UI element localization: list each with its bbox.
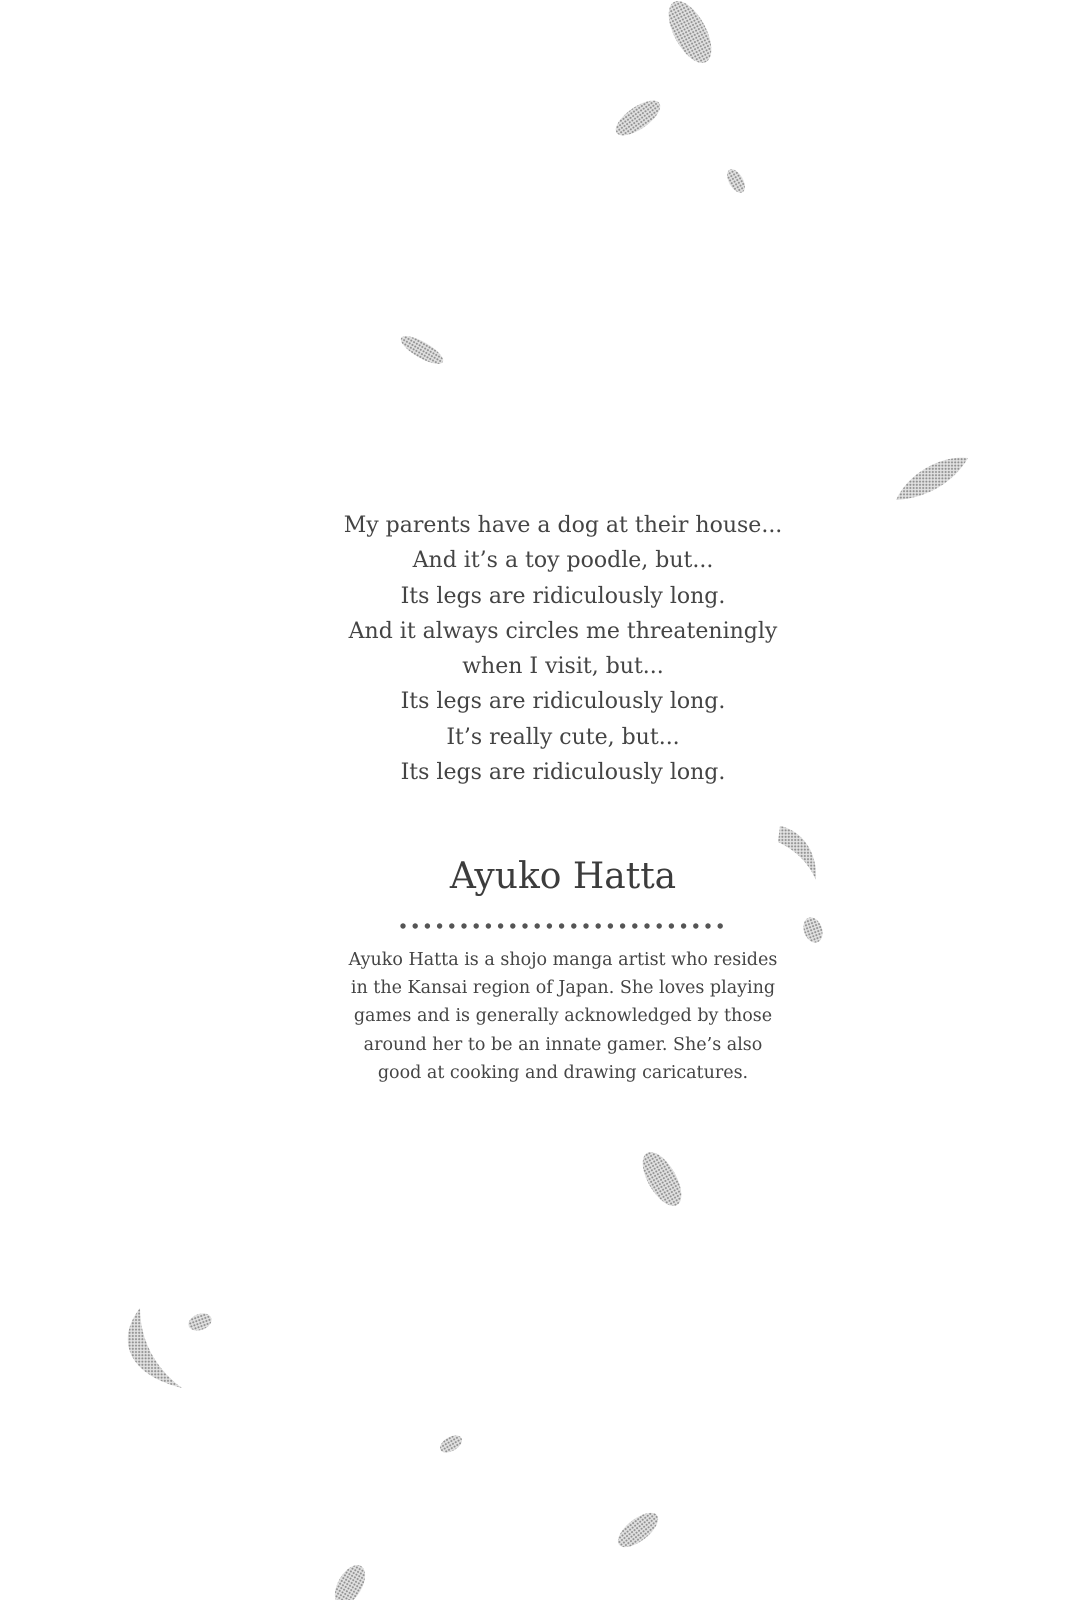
divider-dot <box>547 923 552 928</box>
divider-dot <box>669 923 674 928</box>
falling-petal-icon <box>635 1146 689 1212</box>
divider-dot <box>632 923 637 928</box>
note-line: Its legs are ridiculously long. <box>400 583 726 609</box>
falling-petal-icon <box>896 458 968 500</box>
divider-dot <box>535 923 540 928</box>
divider-dot <box>474 923 479 928</box>
falling-petal-icon <box>397 331 447 369</box>
bio-line: Ayuko Hatta is a shojo manga artist who resides <box>348 950 778 970</box>
divider-dot <box>486 923 491 928</box>
divider-dot <box>718 923 723 928</box>
note-line: And it always circles me threateningly <box>348 618 778 644</box>
divider-dot <box>681 923 686 928</box>
divider-dot <box>608 923 613 928</box>
falling-petal-icon <box>329 1560 372 1600</box>
falling-petal-icon <box>660 0 720 70</box>
divider-dot <box>657 923 662 928</box>
divider-dot <box>583 923 588 928</box>
divider-dot <box>522 923 527 928</box>
falling-petal-icon <box>128 1308 182 1388</box>
author-note <box>283 508 843 790</box>
falling-petal-icon <box>723 166 748 196</box>
divider-dot <box>644 923 649 928</box>
falling-petal-icon <box>800 915 826 946</box>
divider-dot <box>510 923 515 928</box>
author-name: Ayuko Hatta <box>449 856 677 897</box>
author-bio <box>313 946 813 1087</box>
note-line: Its legs are ridiculously long. <box>400 760 726 786</box>
bio-line: around her to be an innate gamer. She’s also <box>363 1034 763 1055</box>
divider-dot <box>461 923 466 928</box>
falling-petal-icon <box>437 1432 465 1456</box>
note-line: when I visit, but... <box>462 654 664 680</box>
bio-line: good at cooking and drawing caricatures. <box>377 1062 749 1083</box>
divider-dot <box>449 923 454 928</box>
bio-line: in the Kansai region of Japan. She loves playing <box>350 978 776 999</box>
dotted-divider <box>400 922 740 930</box>
note-line: My parents have a dog at their house... <box>343 513 783 538</box>
divider-dot <box>400 923 405 928</box>
divider-dot <box>620 923 625 928</box>
note-line: And it’s a toy poodle, but... <box>412 548 714 574</box>
divider-dot <box>705 923 710 928</box>
divider-dot <box>559 923 564 928</box>
divider-dot <box>498 923 503 928</box>
divider-dot <box>596 923 601 928</box>
petal-layer <box>128 0 968 1600</box>
divider-dot <box>693 923 698 928</box>
falling-petal-icon <box>186 1310 214 1333</box>
falling-petal-icon <box>610 94 665 142</box>
bio-line: games and is generally acknowledged by those <box>353 1006 773 1027</box>
divider-dot <box>571 923 576 928</box>
note-line: It’s really cute, but... <box>446 724 680 750</box>
note-line: Its legs are ridiculously long. <box>400 689 726 715</box>
divider-dot <box>437 923 442 928</box>
falling-petal-icon <box>612 1507 663 1554</box>
divider-dot <box>413 923 418 928</box>
divider-dot <box>425 923 430 928</box>
